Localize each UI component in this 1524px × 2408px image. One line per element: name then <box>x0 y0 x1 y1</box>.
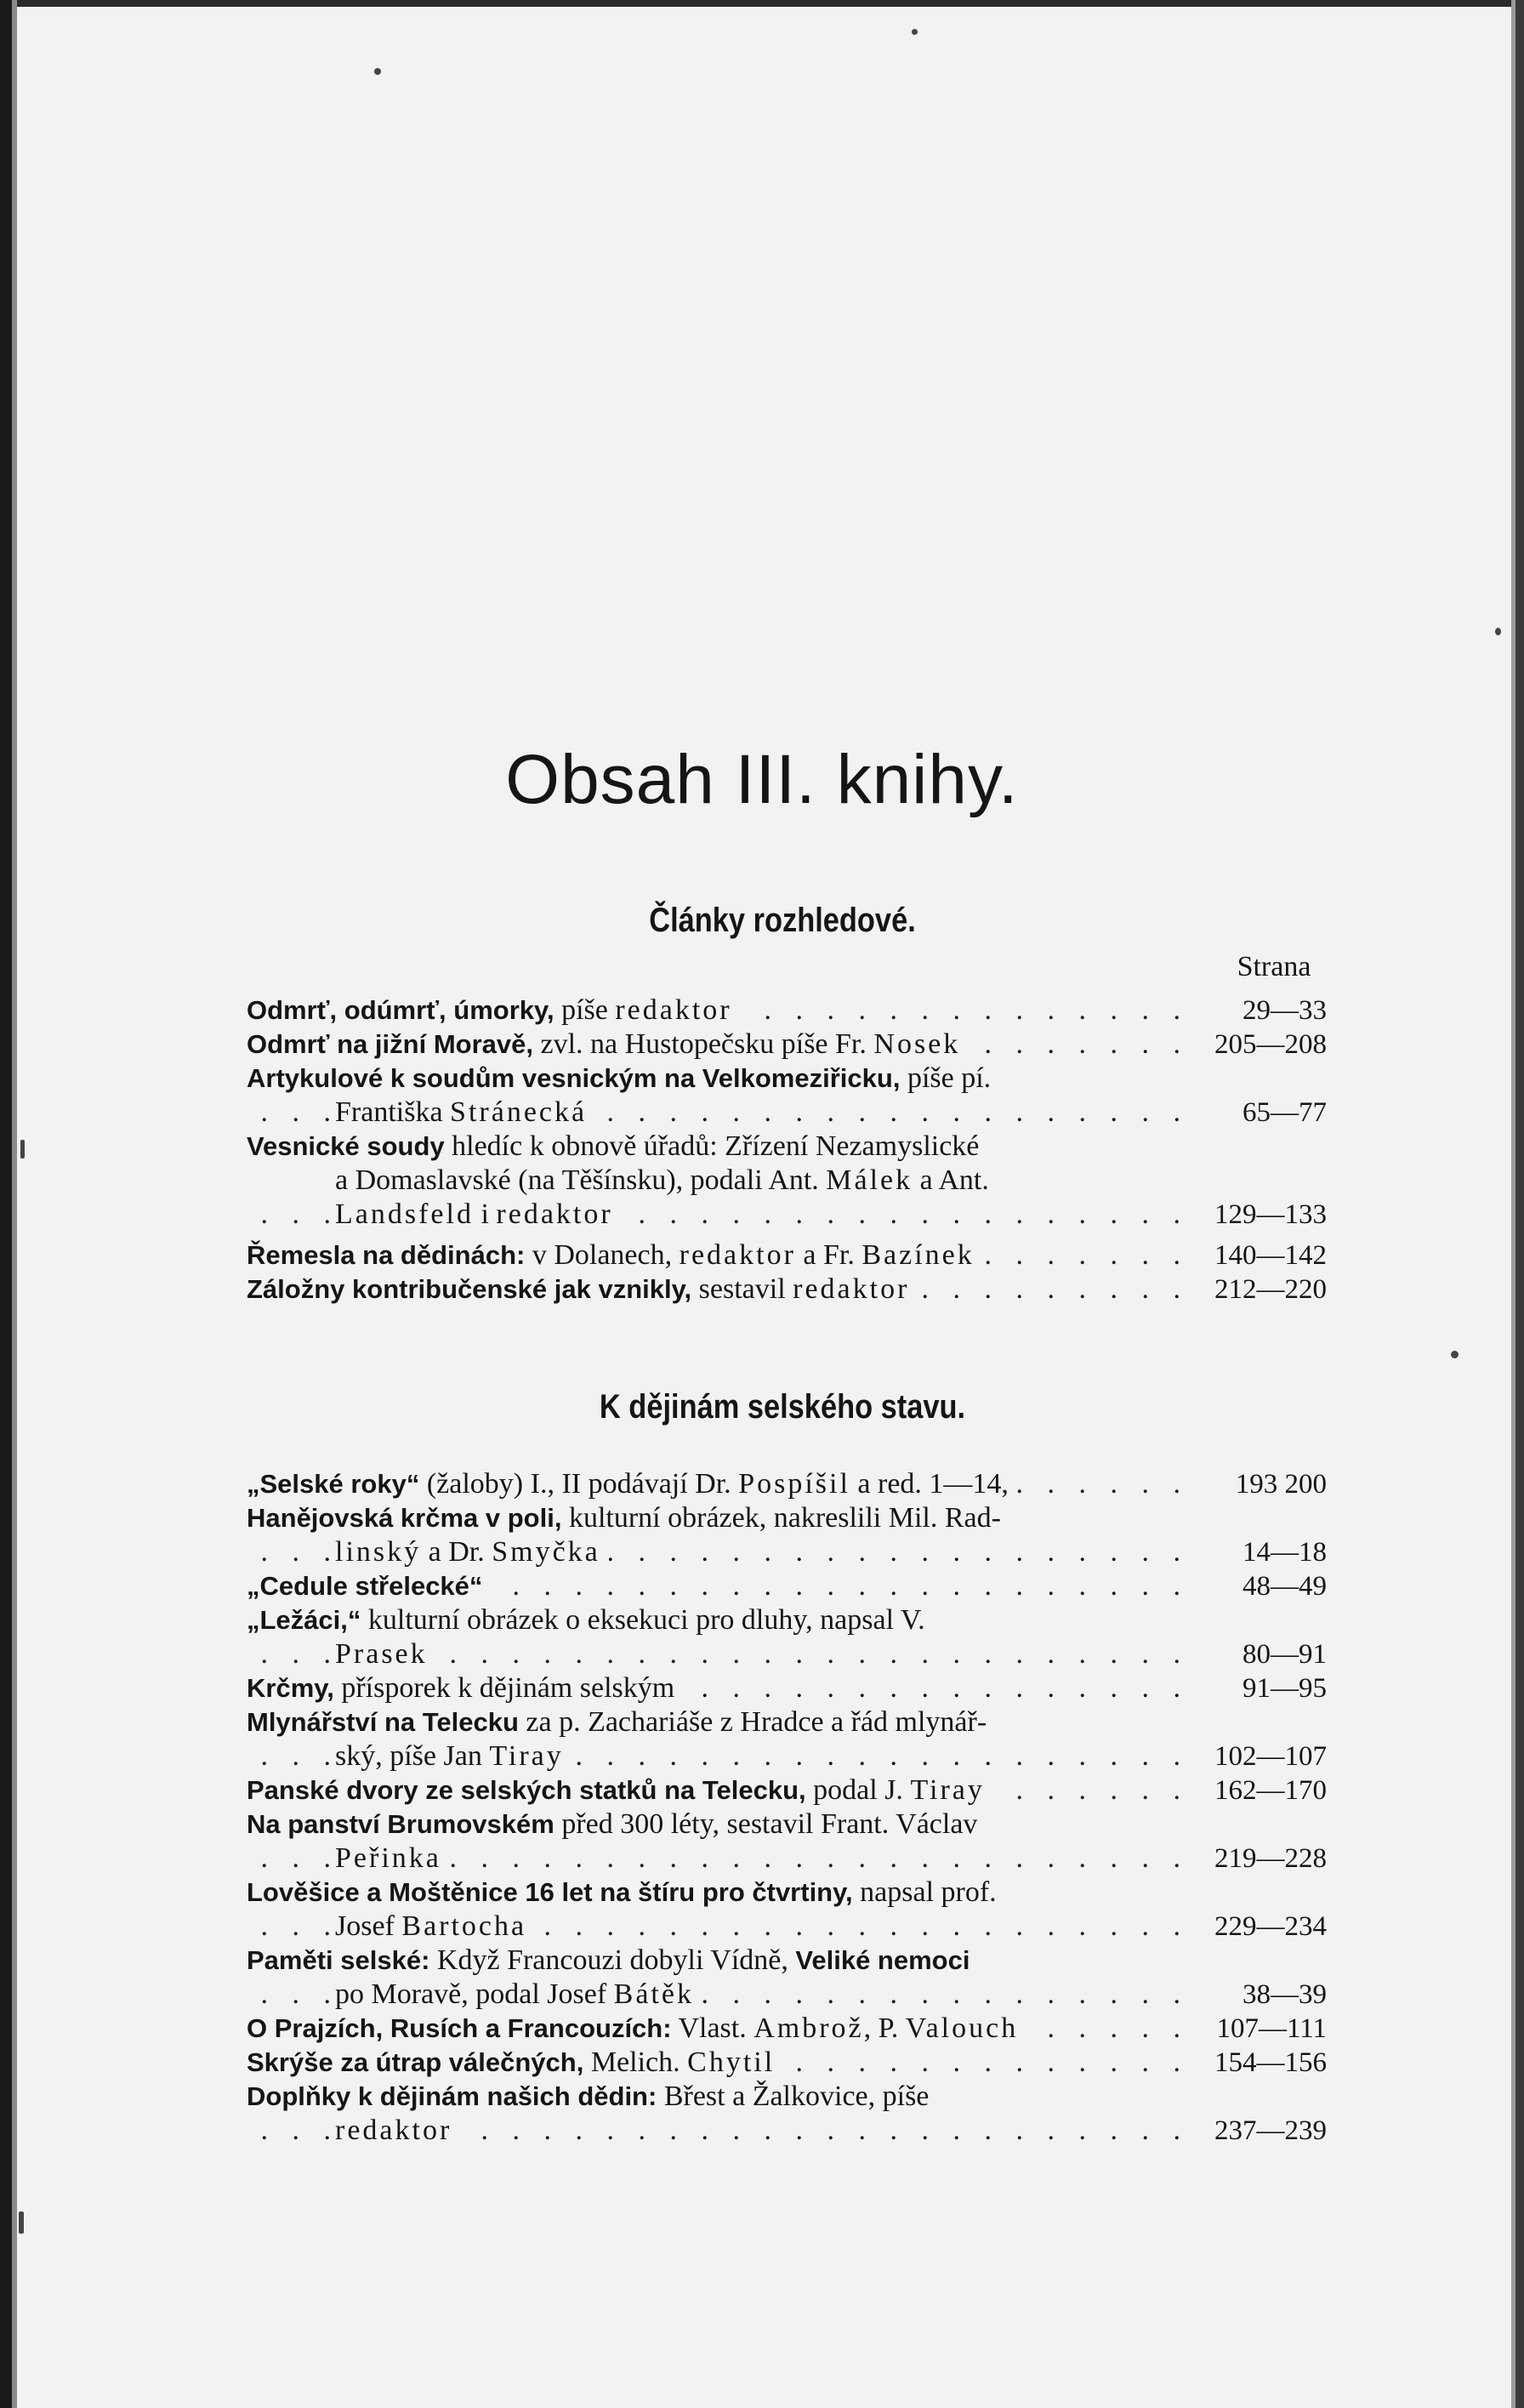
entry-text-part: ský, píše Jan <box>335 1740 490 1772</box>
entry-text <box>335 1638 436 1670</box>
toc-entry[interactable] <box>247 1807 1327 1876</box>
entry-text <box>335 1740 572 1772</box>
entry-text <box>247 1672 683 1704</box>
toc-list-peasant-history <box>247 1467 1327 2148</box>
entry-text-part: a Domaslavské (na Těšínsku), podali Ant. <box>335 1164 827 1196</box>
toc-entry[interactable] <box>247 1130 1327 1232</box>
entry-text-part: Melich. <box>583 2047 688 2078</box>
entry-author: Peřinka <box>335 1842 441 1874</box>
entry-text <box>335 2115 460 2146</box>
entry-text-part: a red. 1—14, <box>850 1468 1009 1500</box>
scan-edge-left <box>0 0 12 2408</box>
toc-entry[interactable] <box>247 993 1327 1028</box>
section-heading-articles: Články rozhledové. <box>649 902 916 939</box>
entry-text <box>335 1198 622 1230</box>
toc-entry[interactable] <box>247 1671 1327 1705</box>
entry-page-range: 237—239 <box>1192 2114 1327 2148</box>
entry-text <box>247 2012 1026 2044</box>
spacer <box>247 1232 1327 1238</box>
toc-entry[interactable] <box>247 1773 1327 1807</box>
entry-text-part: napsal prof. <box>852 1876 997 1908</box>
entry-text <box>247 1570 491 1602</box>
page-title: Obsah III. knihy. <box>505 741 1019 818</box>
entry-author: Stránecká <box>450 1096 588 1128</box>
entry-text <box>247 1028 969 1060</box>
entry-title: O Prajzích, Rusích a Francouzích: <box>247 2013 672 2043</box>
entry-text-part: hledíc k obnově úřadů: Zřízení Nezamyslické <box>444 1130 980 1162</box>
entry-page-range: 91—95 <box>1192 1671 1327 1705</box>
entry-text-part: Františka <box>335 1096 451 1128</box>
entry-title: Paměti selské: <box>247 1945 430 1975</box>
entry-text <box>247 1273 918 1305</box>
entry-title: Lověšice a Moštěnice 16 let na štíru pro čtvrtiny, <box>247 1877 853 1907</box>
entry-page-range: 107—111 <box>1192 2012 1327 2046</box>
toc-entry[interactable] <box>247 1603 1327 1671</box>
entry-page-range: 219—228 <box>1192 1842 1327 1876</box>
entry-text <box>335 1164 998 1196</box>
entry-title: Krčmy, <box>247 1673 334 1703</box>
entry-title: Řemesla na dědinách: <box>247 1240 526 1270</box>
toc-entry[interactable] <box>247 1501 1327 1569</box>
entry-author: Valouch <box>905 2012 1019 2044</box>
toc-list-articles <box>247 993 1327 1306</box>
entry-title: Záložny kontribučenské jak vznikly, <box>247 1274 692 1304</box>
entry-text-part: a Ant. <box>913 1164 989 1196</box>
entry-text <box>335 1096 595 1128</box>
entry-author: redaktor <box>793 1273 910 1305</box>
entry-title: „Ležáci,“ <box>247 1605 361 1635</box>
entry-author: Tiray <box>910 1774 985 1806</box>
entry-author: Prasek <box>335 1638 428 1670</box>
entry-text <box>247 1876 1005 1908</box>
entry-page-range: 193 200 <box>1192 1467 1327 1501</box>
ink-speck <box>912 29 918 35</box>
entry-author: Bartocha <box>401 1910 527 1942</box>
toc-entry[interactable] <box>247 1062 1327 1130</box>
entry-text-part: , P. <box>863 2012 906 2044</box>
entry-page-range: 129—133 <box>1192 1198 1327 1232</box>
entry-author: Bazínek <box>862 1239 975 1271</box>
scan-edge-right <box>1515 0 1524 2408</box>
entry-text-part: i <box>473 1198 497 1230</box>
entry-author: Ambrož <box>753 2012 864 2044</box>
entry-text-part: a Fr. <box>795 1239 862 1271</box>
entry-text <box>247 1239 983 1271</box>
entry-text <box>247 1062 999 1094</box>
scan-edge-left-shadow <box>12 0 17 2408</box>
entry-author: linský <box>335 1536 422 1568</box>
entry-author: Chytil <box>687 2047 776 2078</box>
entry-text-part: Když Francouzi dobyli Vídně, <box>429 1944 796 1976</box>
entry-text-part: sestavil <box>691 1273 793 1305</box>
entry-author: redaktor <box>679 1239 796 1271</box>
entry-title: Odmrť na jižní Moravě, <box>247 1029 533 1059</box>
toc-entry[interactable] <box>247 2012 1327 2046</box>
entry-author: redaktor <box>615 994 732 1026</box>
entry-page-range: 205—208 <box>1192 1028 1327 1062</box>
ink-speck <box>1495 628 1501 635</box>
entry-page-range: 229—234 <box>1192 1910 1327 1944</box>
entry-text <box>247 2047 783 2078</box>
entry-title: Vesnické soudy <box>247 1131 445 1161</box>
entry-text-part: a Dr. <box>421 1536 492 1568</box>
toc-entry[interactable] <box>247 1705 1327 1773</box>
entry-title: Mlynářství na Telecku <box>247 1707 519 1737</box>
entry-author: Smyčka <box>492 1536 600 1568</box>
entry-title: Doplňky k dějinám našich dědin: <box>247 2081 657 2111</box>
entry-text-part: za p. Zachariáše z Hradce a řád mlynář- <box>518 1706 987 1738</box>
entry-title: Skrýše za útrap válečných, <box>247 2047 584 2077</box>
entry-page-range: 14—18 <box>1192 1535 1327 1569</box>
entry-page-range: 102—107 <box>1192 1739 1327 1773</box>
entry-text-part: Břest a Žalkovice, píše <box>657 2081 930 2112</box>
entry-text <box>247 2081 937 2112</box>
toc-entry[interactable] <box>247 1272 1327 1306</box>
toc-entry[interactable] <box>247 1467 1327 1501</box>
entry-author: Tiray <box>489 1740 564 1772</box>
ink-mark <box>19 2212 24 2234</box>
toc-entry[interactable] <box>247 1944 1327 2012</box>
entry-title: Artykulové k soudům vesnickým na Velkomeziřicku, <box>247 1063 901 1093</box>
entry-text-part: píše <box>554 994 616 1026</box>
entry-title: Na panství Brumovském <box>247 1809 554 1839</box>
entry-text-part: kulturní obrázek o eksekuci pro dluhy, napsal V. <box>361 1604 925 1636</box>
entry-page-range: 140—142 <box>1192 1238 1327 1272</box>
entry-text <box>247 1130 987 1162</box>
toc-entry[interactable] <box>247 1238 1327 1272</box>
entry-title: Hanějovská krčma v poli, <box>247 1503 562 1533</box>
entry-page-range: 29—33 <box>1192 993 1327 1028</box>
entry-title: „Cedule střelecké“ <box>247 1571 483 1601</box>
entry-title: „Selské roky“ <box>247 1469 420 1499</box>
entry-text <box>247 1774 993 1806</box>
entry-text-part: po Moravě, podal Josef <box>335 1978 614 2010</box>
entry-author: Nosek <box>873 1028 961 1060</box>
entry-page-range: 162—170 <box>1192 1773 1327 1807</box>
entry-text <box>247 994 741 1026</box>
toc-entry[interactable] <box>247 1876 1327 1944</box>
toc-entry[interactable] <box>247 2080 1327 2148</box>
entry-text-part: v Dolanech, <box>525 1239 680 1271</box>
entry-title: Panské dvory ze selských statků na Telecku, <box>247 1775 806 1805</box>
entry-text <box>247 1808 986 1840</box>
entry-text <box>335 1536 609 1568</box>
entry-author: Pospíšil <box>738 1468 850 1500</box>
entry-text <box>247 1604 934 1636</box>
section-heading-peasant-history: K dějinám selského stavu. <box>599 1388 966 1426</box>
entry-text-part: Vlast. <box>671 2012 754 2044</box>
entry-page-range: 212—220 <box>1192 1272 1327 1306</box>
toc-entry[interactable] <box>247 1028 1327 1062</box>
entry-page-range: 65—77 <box>1192 1096 1327 1130</box>
entry-author: redaktor <box>496 1198 613 1230</box>
scan-edge-right-shadow <box>1511 0 1515 2408</box>
entry-title: Odmrť, odúmrť, úmorky, <box>247 995 554 1025</box>
page-column-label: Strana <box>1237 951 1311 982</box>
entry-text <box>335 1910 535 1942</box>
ink-speck <box>1451 1351 1459 1358</box>
entry-text-part: před 300 léty, sestavil Frant. Václav <box>554 1808 978 1840</box>
entry-text-part: zvl. na Hustopečsku píše Fr. <box>532 1028 874 1060</box>
entry-page-range: 80—91 <box>1192 1637 1327 1671</box>
scan-edge-top <box>0 0 1524 7</box>
ink-speck <box>374 68 381 75</box>
entry-text <box>247 1706 995 1738</box>
entry-page-range: 38—39 <box>1192 1978 1327 2012</box>
toc-entry[interactable] <box>247 1569 1327 1603</box>
entry-text-part: přísporek k dějinám selským <box>333 1672 675 1704</box>
entry-author: redaktor <box>335 2115 452 2146</box>
entry-author: Landsfeld <box>335 1198 474 1230</box>
toc-entry[interactable] <box>247 2046 1327 2080</box>
entry-text <box>335 1842 450 1874</box>
entry-text <box>247 1944 978 1976</box>
entry-text-part: kulturní obrázek, nakreslili Mil. Rad- <box>561 1502 1001 1534</box>
entry-title: Veliké nemoci <box>795 1945 970 1975</box>
entry-text-part: podal J. <box>805 1774 911 1806</box>
entry-text <box>335 1978 702 2010</box>
ink-mark <box>20 1140 25 1158</box>
entry-text <box>247 1502 1009 1534</box>
entry-text-part: Josef <box>335 1910 402 1942</box>
entry-text-part: (žaloby) I., II podávají Dr. <box>419 1468 739 1500</box>
entry-page-range: 154—156 <box>1192 2046 1327 2080</box>
entry-author: Bátěk <box>613 1978 694 2010</box>
entry-text <box>247 1468 1017 1500</box>
entry-page-range: 48—49 <box>1192 1569 1327 1603</box>
entry-text-part: píše pí. <box>900 1062 992 1094</box>
entry-author: Málek <box>826 1164 913 1196</box>
